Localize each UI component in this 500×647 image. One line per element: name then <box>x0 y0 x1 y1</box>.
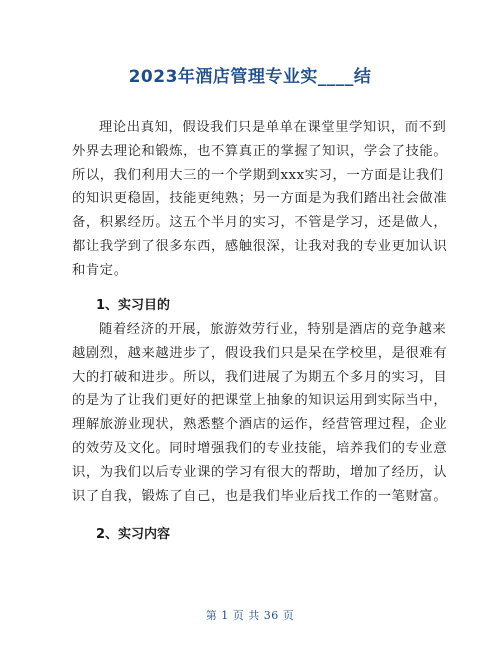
paragraph-line: 的知识更稳固，技能更纯熟；另一方面是为我们踏出社会做准 <box>72 191 448 207</box>
paragraph-line: 大的打破和进步。所以，我们进展了为期五个多月的实习，目 <box>72 369 448 385</box>
paragraph-line: 都让我学到了很多东西，感触很深，让我对我的专业更加认识 <box>72 238 448 254</box>
paragraph-line: 的是为了让我们更好的把课堂上抽象的知识运用到实际当中， <box>72 393 448 409</box>
paragraph-line: 和肯定。 <box>72 262 128 278</box>
document-title: 2023年酒店管理专业实____结 <box>128 67 372 87</box>
paragraph-line: 理论出真知，假设我们只是单单在课堂里学知识，而不到 <box>99 120 447 135</box>
paragraph-line: 越剧烈，越来越进步了，假设我们只是呆在学校里，是很难有 <box>72 345 448 361</box>
paragraph-purpose <box>72 318 448 508</box>
paragraph-line: 所以，我们利用大三的一个学期到xxx实习，一方面是让我们 <box>72 167 444 183</box>
page-number: 第 1 页 共 36 页 <box>205 609 295 622</box>
paragraph-line: 随着经济的开展，旅游效劳行业，特别是酒店的竞争越来 <box>99 322 447 337</box>
paragraph-line: 理解旅游业现状，熟悉整个酒店的运作，经营管理过程，企业 <box>72 417 448 433</box>
section-heading-purpose: 1、实习目的 <box>96 298 171 313</box>
paragraph-line: 备，积累经历。这五个半月的实习，不管是学习，还是做人， <box>72 215 448 231</box>
paragraph-line: 识了自我，锻炼了自己，也是我们毕业后找工作的一笔财富。 <box>72 488 448 504</box>
paragraph-intro <box>72 116 448 283</box>
paragraph-line: 识，为我们以后专业课的学习有很大的帮助，增加了经历，认 <box>72 464 448 480</box>
paragraph-line: 外界去理论和锻炼，也不算真正的掌握了知识，学会了技能。 <box>72 143 448 159</box>
paragraph-line: 的效劳及文化。同时增强我们的专业技能，培养我们的专业意 <box>72 440 448 456</box>
section-heading-content: 2、实习内容 <box>96 527 171 542</box>
